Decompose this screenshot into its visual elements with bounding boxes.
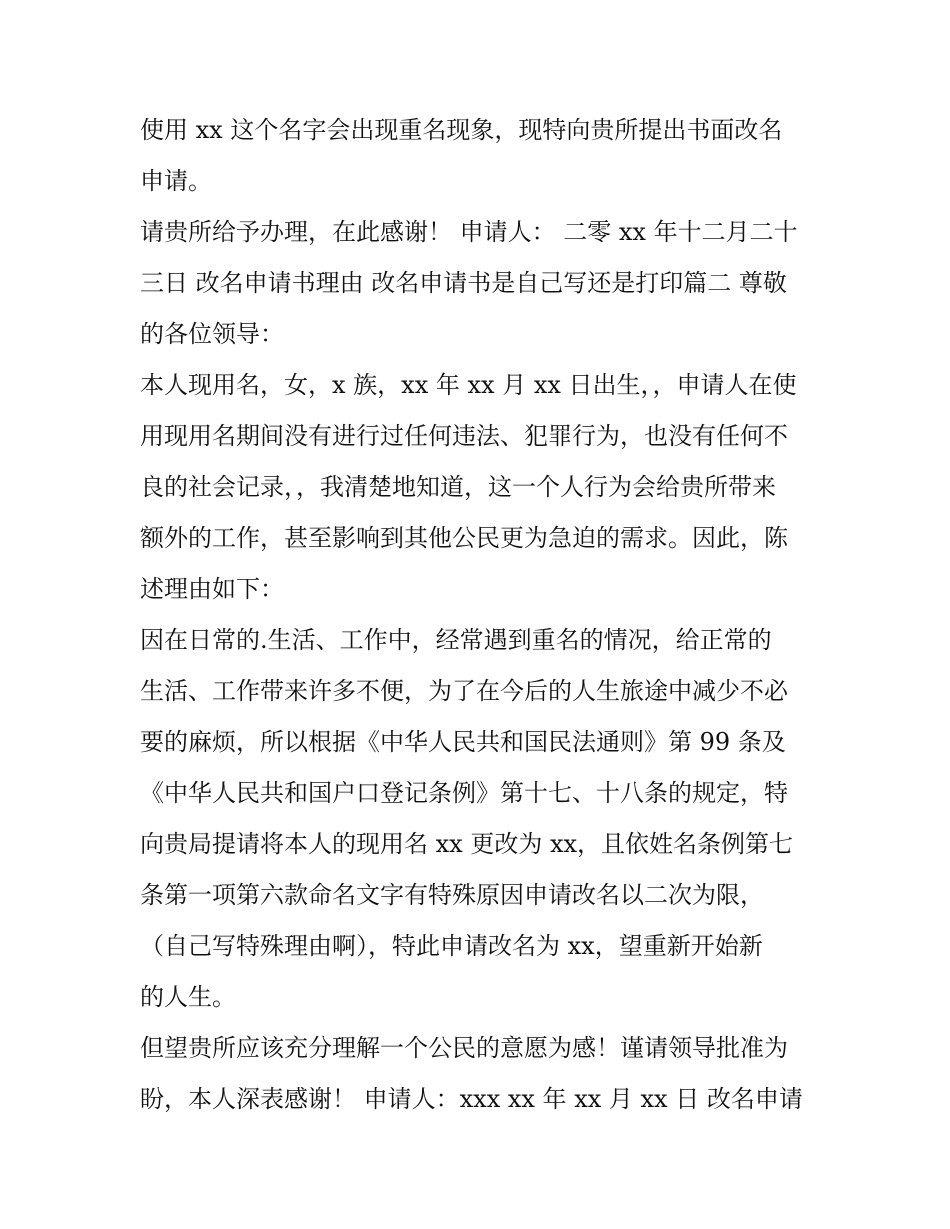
text-line: 向贵局提请将本人的现用名 xx 更改为 xx，且依姓名条例第七 <box>140 830 794 858</box>
text-line: 条第一项第六款命名文字有特殊原因申请改名以二次为限， <box>140 881 764 909</box>
text-line: 本人现用名，女，x 族，xx 年 xx 月 xx 日出生，，申请人在使 <box>140 371 797 399</box>
text-line: 申请。 <box>140 167 212 195</box>
text-line: 的各位领导： <box>140 320 284 348</box>
text-line: 三日 改名申请书理由 改名申请书是自己写还是打印篇二 尊敬 <box>140 269 787 297</box>
text-line: 但望贵所应该充分理解一个公民的意愿为感！谨请领导批准为 <box>140 1034 788 1062</box>
text-line: 使用 xx 这个名字会出现重名现象，现特向贵所提出书面改名 <box>140 116 783 144</box>
text-line: 《中华人民共和国户口登记条例》第十七、十八条的规定，特 <box>140 779 788 807</box>
text-line: 生活、工作带来许多不便，为了在今后的人生旅途中减少不必 <box>140 677 788 705</box>
text-line: 额外的工作，甚至影响到其他公民更为急迫的需求。因此，陈 <box>140 524 788 552</box>
text-line: 要的麻烦，所以根据《中华人民共和国民法通则》第 99 条及 <box>140 728 786 756</box>
text-line: 因在日常的.生活、工作中，经常遇到重名的情况，给正常的 <box>140 626 772 654</box>
document-body <box>140 105 820 1125</box>
text-line: 的人生。 <box>140 983 236 1011</box>
text-line: 用现用名期间没有进行过任何违法、犯罪行为，也没有任何不 <box>140 422 788 450</box>
text-line: 述理由如下： <box>140 575 284 603</box>
text-line: 盼，本人深表感谢！ 申请人：xxx xx 年 xx 月 xx 日 改名申请 <box>140 1085 803 1113</box>
text-line: 良的社会记录，，我清楚地知道，这一个人行为会给贵所带来 <box>140 473 776 501</box>
text-line: 请贵所给予办理，在此感谢！ 申请人： 二零 xx 年十二月二十 <box>140 218 798 246</box>
text-line: （自己写特殊理由啊），特此申请改名为 xx，望重新开始新 <box>140 932 763 960</box>
